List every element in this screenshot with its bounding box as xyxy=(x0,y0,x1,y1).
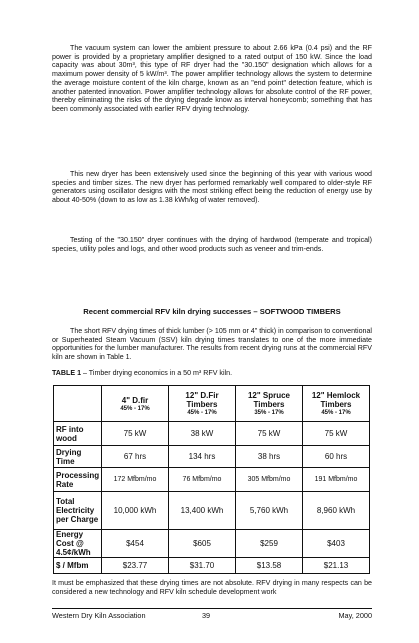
table-cell: 10,000 kWh xyxy=(102,492,169,530)
table-cell: $23.77 xyxy=(102,558,169,574)
paragraph-testing: Testing of the "30.150" dryer continues with the drying of hardwood (temperate and tropical) species, utility poles and logs, and other wood products such as veneer and trim-ends. xyxy=(52,236,372,253)
footer-date: May, 2000 xyxy=(338,611,372,620)
column-moisture-range: 35% - 17% xyxy=(254,410,284,416)
column-title: 12" Spruce Timbers xyxy=(247,391,291,409)
table-cell: $259 xyxy=(236,530,303,558)
table-cell: 191 Mfbm/mo xyxy=(303,468,370,492)
column-header xyxy=(102,386,169,422)
paragraph-vacuum-system: The vacuum system can lower the ambient pressure to about 2.66 kPa (0.4 psi) and the RF power is provided by a proprietary amplifier designed to a rated output of 150 kW. Since the load capacity was about 30m³, this type of RF dryer had the "30.150" designation which allows for a maximum power density of 5 kW/m³. The power amplifier technology allows the system to determine the average moisture content of the kiln charge, known as an "end point" detection feature, which is another patented innovation. Power amplifier technology allows for absolute control of the RF power, thereby eliminating the risks of the drying degrade know as interval honeycomb; something that has been commonly associated with earlier RFV drying technology. xyxy=(52,44,372,113)
page-footer xyxy=(52,608,372,620)
table-cell: $21.13 xyxy=(303,558,370,574)
row-label: RF into wood xyxy=(54,422,102,446)
table-cell: 172 Mfbm/mo xyxy=(102,468,169,492)
table-caption-text: – Timber drying economics in a 50 m³ RFV kiln. xyxy=(81,369,233,377)
row-label: $ / Mfbm xyxy=(54,558,102,574)
paragraph-drying-times: The short RFV drying times of thick lumber (> 105 mm or 4" thick) in comparison to conventional or Superheated Steam Vacuum (SSV) kiln drying times translates to one of the more immediate opportunities for the lumber manufacturer. The results from recent drying runs at the commercial RFV kiln are shown in Table 1. xyxy=(52,327,372,362)
drying-economics-table xyxy=(53,385,370,574)
table-cell: 60 hrs xyxy=(303,446,370,468)
row-label: Processing Rate xyxy=(54,468,102,492)
table-cell: 67 hrs xyxy=(102,446,169,468)
footer-organization: Western Dry Kiln Association xyxy=(52,611,146,620)
table-cell: 38 kW xyxy=(169,422,236,446)
table-row xyxy=(54,446,370,468)
column-header xyxy=(303,386,370,422)
column-moisture-range: 45% - 17% xyxy=(187,410,217,416)
table-caption xyxy=(52,369,372,377)
paragraph-emphasis: It must be emphasized that these drying times are not absolute. RFV drying in many respects can be considered a new technology and RFV kiln schedule development work xyxy=(52,579,372,596)
column-title: 12" D.Fir Timbers xyxy=(185,391,219,409)
row-label: Total Electricity per Charge xyxy=(54,492,102,530)
table-row xyxy=(54,530,370,558)
table-cell: 8,960 kWh xyxy=(303,492,370,530)
footer-page-number: 39 xyxy=(202,611,211,620)
column-header xyxy=(236,386,303,422)
table-cell: $31.70 xyxy=(169,558,236,574)
table-cell: 75 kW xyxy=(303,422,370,446)
table-cell: 13,400 kWh xyxy=(169,492,236,530)
table-cell: 5,760 kWh xyxy=(236,492,303,530)
column-moisture-range: 45% - 17% xyxy=(321,410,351,416)
table-cell: 38 hrs xyxy=(236,446,303,468)
table-row xyxy=(54,492,370,530)
column-moisture-range: 45% - 17% xyxy=(120,405,150,412)
table-header-row xyxy=(54,386,370,422)
table-cell: $454 xyxy=(102,530,169,558)
table-cell: $403 xyxy=(303,530,370,558)
paragraph-new-dryer: This new dryer has been extensively used since the beginning of this year with various wood species and timber sizes. The new dryer has performed remarkably well compared to older-style RF generators using oscillator designs with the most striking effect being the reduction of energy use by about 40-50% (down to as low as 1.38 kWh/kg of water removed). xyxy=(52,170,372,205)
table-cell: 75 kW xyxy=(102,422,169,446)
table-row xyxy=(54,422,370,446)
table-caption-label: TABLE 1 xyxy=(52,369,82,377)
table-cell: 305 Mfbm/mo xyxy=(236,468,303,492)
table-row xyxy=(54,558,370,574)
row-label: Drying Time xyxy=(54,446,102,468)
table-corner-cell xyxy=(54,386,102,422)
section-heading: Recent commercial RFV kiln drying successes – SOFTWOOD TIMBERS xyxy=(83,307,341,316)
column-title: 4" D.fir xyxy=(121,395,149,405)
table-cell: 75 kW xyxy=(236,422,303,446)
table-cell: 76 Mfbm/mo xyxy=(169,468,236,492)
table-row xyxy=(54,468,370,492)
row-label: Energy Cost @ 4.5¢/kWh xyxy=(54,530,102,558)
column-header xyxy=(169,386,236,422)
column-title: 12" Hemlock Timbers xyxy=(311,391,361,409)
table-cell: 134 hrs xyxy=(169,446,236,468)
table-cell: $13.58 xyxy=(236,558,303,574)
table-cell: $605 xyxy=(169,530,236,558)
